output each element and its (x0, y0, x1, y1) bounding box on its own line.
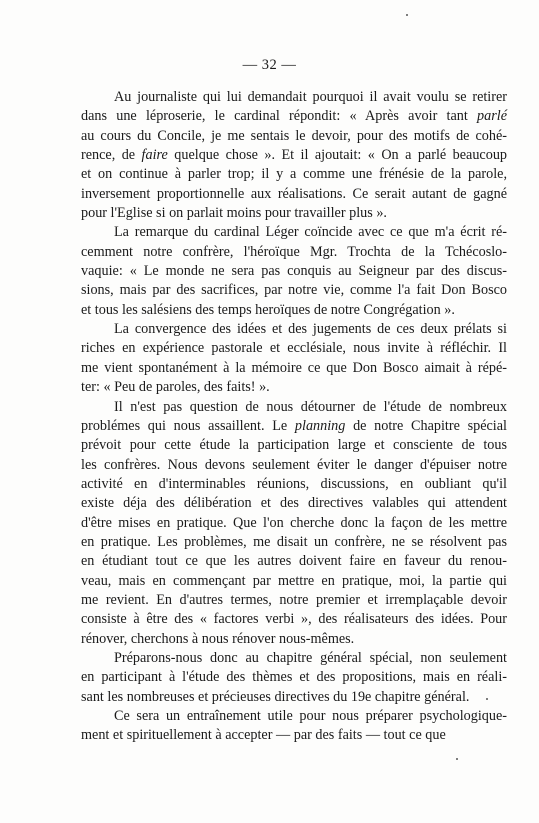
page-speck (406, 14, 408, 16)
paragraph (81, 649, 507, 707)
text-line: ment et spirituellement à accepter — par des faits — tout ce que (81, 727, 446, 744)
text-line: riches en expérience pastorale et ecclésiale, nous invite à réfléchir. Il (81, 340, 507, 357)
italic-word: parlé (477, 108, 507, 125)
text-line: au cours du Concile, je me sentais le devoir, pour des motifs de cohé- (81, 127, 507, 144)
text-line: vaquie: « Le monde ne sera pas conquis au Seigneur par des discus- (81, 263, 507, 280)
text-line: d'être mises en pratique. Que l'on cherche donc la façon de les mettre (81, 514, 507, 531)
text-line: ter: « Peu de paroles, des faits! ». (81, 379, 270, 396)
text-line: rénover, cherchons à nous rénover nous-mêmes. (81, 630, 355, 647)
text-line: La remarque du cardinal Léger coïncide avec ce que m'a écrit ré- (114, 224, 507, 241)
text-line: me revient. En d'autres termes, notre premier et irremplaçable devoir (81, 591, 507, 608)
page-speck (486, 698, 488, 700)
paragraph (81, 320, 507, 397)
text-line: me vient spontanément à la mémoire ce que Don Bosco aimait à répé- (81, 359, 507, 376)
page-speck (456, 758, 458, 760)
text-line: dans une léproserie, le cardinal répondit: « Après avoir tant parlé (81, 108, 507, 125)
italic-word: planning (294, 417, 346, 434)
text-line: Préparons-nous donc au chapitre général spécial, non seulement (114, 649, 507, 666)
text-line: existe déja des délibération et des directives valables qui attendent (81, 495, 507, 512)
text-line: activité en d'interminables réunions, discussions, en oubliant qu'il (81, 475, 507, 492)
text-line: veau, mais en commençant par mettre en pratique, moi, la partie qui (81, 572, 507, 589)
text-line: Ce sera un entraînement utile pour nous préparer psychologique- (114, 708, 507, 724)
page-number: — 32 — (242, 57, 297, 73)
text-line: La convergence des idées et des jugements de ces deux prélats si (114, 321, 507, 338)
text-line: rence, de faire quelque chose ». Et il ajoutait: « On a parlé beaucoup (81, 147, 508, 164)
paragraph (81, 88, 507, 223)
text-line: cemment notre confrère, l'héroïque Mgr. Trochta de la Tchécoslo- (81, 243, 507, 260)
text-line: sant les nombreuses et précieuses directives du 19e chapitre général. (81, 688, 470, 705)
text-line: inversement proportionnelle aux réalisations. Ce serait autant de gagné (81, 185, 507, 202)
text-line: les confrères. Nous devons seulement éviter le danger d'épuiser notre (81, 456, 507, 473)
text-line: et on continue à parler trop; il y a comme une frénésie de la parole, (81, 166, 507, 183)
text-line: en participant à l'étude des thèmes et des propositions, mais en réali- (81, 669, 507, 686)
paragraph (81, 398, 507, 649)
text-line: problémes qui nous assaillent. Le planning de notre Chapitre spécial (81, 417, 507, 434)
italic-word: faire (141, 147, 168, 164)
text-line: en pratique. Les problèmes, me disait un confrère, ne se résolvent pas (81, 533, 507, 550)
text-line: Il n'est pas question de nous détourner de l'étude de nombreux (114, 398, 507, 415)
text-line: sions, mais par des sacrifices, par notre vie, comme l'a fait Don Bosco (81, 282, 507, 299)
body-text (81, 88, 507, 746)
text-line: consiste à être des « factores verbi », des réalisateurs des idées. Pour (81, 611, 507, 628)
paragraph (81, 223, 507, 320)
text-line: en étudiant tout ce que les autres doivent faire en faveur du renou- (81, 553, 507, 570)
text-line: Au journaliste qui lui demandait pourquoi il avait voulu se retirer (114, 89, 507, 105)
text-line: et tous les salésiens des temps heroïques de notre Congrégation ». (81, 301, 455, 318)
text-line: prévoit pour cette étude la participation large et consciente de tous (81, 437, 507, 454)
text-line: pour l'Eglise si on parlait moins pour travailler plus ». (81, 205, 387, 222)
paragraph (81, 707, 507, 746)
